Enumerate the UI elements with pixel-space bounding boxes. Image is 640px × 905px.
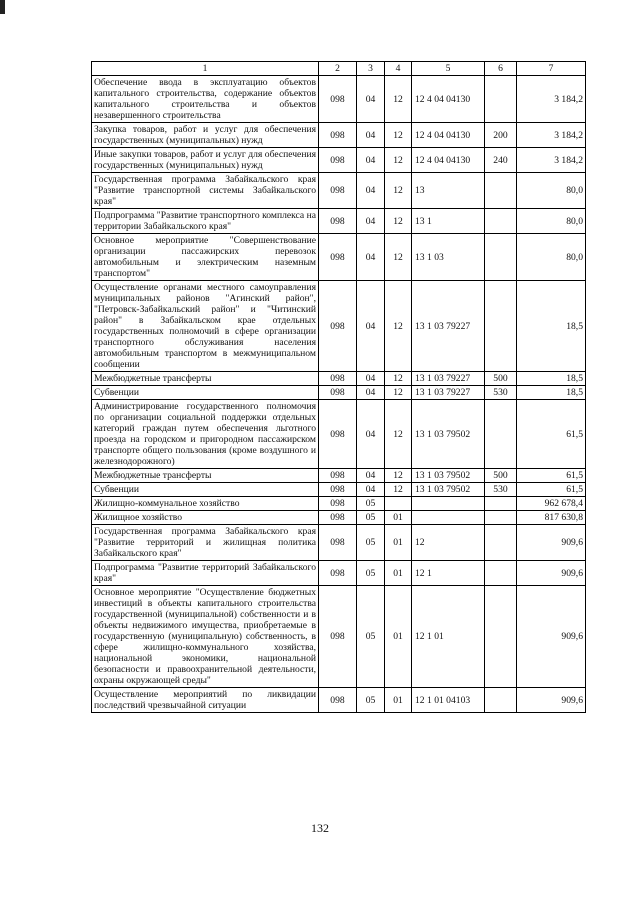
section-code-cell: 04 bbox=[357, 173, 385, 209]
amount-cell: 18,5 bbox=[517, 372, 586, 386]
table-row bbox=[92, 234, 586, 281]
row-name-cell: Закупка товаров, работ и услуг для обеспечения государственных (муниципальных) нужд bbox=[92, 123, 319, 148]
scan-edge-mark bbox=[0, 0, 5, 14]
row-name-cell: Иные закупки товаров, работ и услуг для обеспечения государственных (муниципальных) нужд bbox=[92, 148, 319, 173]
table-header-row bbox=[92, 62, 586, 76]
expense-type-cell bbox=[485, 209, 517, 234]
section-code-cell: 05 bbox=[357, 525, 385, 561]
ministry-code-cell: 098 bbox=[319, 209, 357, 234]
row-name-cell: Субвенции bbox=[92, 386, 319, 400]
target-article-cell: 12 bbox=[412, 525, 485, 561]
amount-cell: 817 630,8 bbox=[517, 511, 586, 525]
section-code-cell: 04 bbox=[357, 234, 385, 281]
row-name-cell: Подпрограмма "Развитие транспортного комплекса на территории Забайкальского края" bbox=[92, 209, 319, 234]
amount-cell: 3 184,2 bbox=[517, 76, 586, 123]
expense-type-cell: 500 bbox=[485, 469, 517, 483]
ministry-code-cell: 098 bbox=[319, 76, 357, 123]
expense-type-cell bbox=[485, 561, 517, 586]
subsection-code-cell: 12 bbox=[385, 469, 412, 483]
amount-cell: 18,5 bbox=[517, 386, 586, 400]
target-article-cell: 12 4 04 04130 bbox=[412, 76, 485, 123]
amount-cell: 61,5 bbox=[517, 400, 586, 469]
header-cell-5: 5 bbox=[412, 62, 485, 76]
table-row bbox=[92, 281, 586, 372]
table-row bbox=[92, 386, 586, 400]
section-code-cell: 04 bbox=[357, 148, 385, 173]
table-row bbox=[92, 497, 586, 511]
ministry-code-cell: 098 bbox=[319, 586, 357, 688]
expense-type-cell bbox=[485, 586, 517, 688]
amount-cell: 80,0 bbox=[517, 234, 586, 281]
subsection-code-cell: 12 bbox=[385, 76, 412, 123]
section-code-cell: 05 bbox=[357, 586, 385, 688]
subsection-code-cell: 01 bbox=[385, 525, 412, 561]
amount-cell: 80,0 bbox=[517, 209, 586, 234]
table-row bbox=[92, 511, 586, 525]
section-code-cell: 04 bbox=[357, 209, 385, 234]
target-article-cell: 13 1 03 79502 bbox=[412, 483, 485, 497]
expense-type-cell: 500 bbox=[485, 372, 517, 386]
amount-cell: 3 184,2 bbox=[517, 148, 586, 173]
header-cell-2: 2 bbox=[319, 62, 357, 76]
row-name-cell: Основное мероприятие "Совершенствование организации пассажирских перевозок автомобильным и электрическим наземным транспортом" bbox=[92, 234, 319, 281]
target-article-cell: 12 4 04 04130 bbox=[412, 148, 485, 173]
subsection-code-cell: 12 bbox=[385, 123, 412, 148]
expense-type-cell: 200 bbox=[485, 123, 517, 148]
row-name-cell: Жилищно-коммунальное хозяйство bbox=[92, 497, 319, 511]
expense-type-cell bbox=[485, 76, 517, 123]
ministry-code-cell: 098 bbox=[319, 234, 357, 281]
expense-type-cell: 240 bbox=[485, 148, 517, 173]
amount-cell: 61,5 bbox=[517, 483, 586, 497]
ministry-code-cell: 098 bbox=[319, 386, 357, 400]
table-row bbox=[92, 123, 586, 148]
ministry-code-cell: 098 bbox=[319, 483, 357, 497]
section-code-cell: 05 bbox=[357, 497, 385, 511]
section-code-cell: 05 bbox=[357, 688, 385, 713]
amount-cell: 80,0 bbox=[517, 173, 586, 209]
subsection-code-cell: 12 bbox=[385, 372, 412, 386]
table-row bbox=[92, 586, 586, 688]
section-code-cell: 04 bbox=[357, 469, 385, 483]
section-code-cell: 04 bbox=[357, 400, 385, 469]
expense-type-cell bbox=[485, 688, 517, 713]
target-article-cell bbox=[412, 511, 485, 525]
row-name-cell: Администрирование государственного полномочия по организации социальной поддержки отдельных категорий граждан путем обеспечения льготного проезда на городском и пригородном пассажирском транспорте общего пользования (кроме воздушного и железнодорожного) bbox=[92, 400, 319, 469]
section-code-cell: 05 bbox=[357, 561, 385, 586]
amount-cell: 18,5 bbox=[517, 281, 586, 372]
expense-type-cell bbox=[485, 281, 517, 372]
row-name-cell: Субвенции bbox=[92, 483, 319, 497]
target-article-cell: 13 1 03 79227 bbox=[412, 372, 485, 386]
amount-cell: 909,6 bbox=[517, 561, 586, 586]
ministry-code-cell: 098 bbox=[319, 372, 357, 386]
row-name-cell: Государственная программа Забайкальского края "Развитие территорий и жилищная политика Забайкальского края" bbox=[92, 525, 319, 561]
expense-type-cell: 530 bbox=[485, 483, 517, 497]
row-name-cell: Жилищное хозяйство bbox=[92, 511, 319, 525]
ministry-code-cell: 098 bbox=[319, 561, 357, 586]
target-article-cell: 13 1 03 79502 bbox=[412, 469, 485, 483]
table-row bbox=[92, 469, 586, 483]
page-number: 132 bbox=[311, 821, 329, 835]
subsection-code-cell: 12 bbox=[385, 209, 412, 234]
target-article-cell: 12 1 01 04103 bbox=[412, 688, 485, 713]
section-code-cell: 04 bbox=[357, 386, 385, 400]
row-name-cell: Межбюджетные трансферты bbox=[92, 372, 319, 386]
section-code-cell: 04 bbox=[357, 483, 385, 497]
row-name-cell: Государственная программа Забайкальского края "Развитие транспортной системы Забайкальского края" bbox=[92, 173, 319, 209]
target-article-cell: 12 1 bbox=[412, 561, 485, 586]
expense-type-cell bbox=[485, 400, 517, 469]
table-row bbox=[92, 525, 586, 561]
header-cell-1: 1 bbox=[92, 62, 319, 76]
target-article-cell: 13 bbox=[412, 173, 485, 209]
row-name-cell: Подпрограмма "Развитие территорий Забайкальского края" bbox=[92, 561, 319, 586]
header-cell-4: 4 bbox=[385, 62, 412, 76]
amount-cell: 3 184,2 bbox=[517, 123, 586, 148]
ministry-code-cell: 098 bbox=[319, 688, 357, 713]
amount-cell: 909,6 bbox=[517, 525, 586, 561]
subsection-code-cell: 12 bbox=[385, 148, 412, 173]
expense-type-cell bbox=[485, 525, 517, 561]
table-row bbox=[92, 148, 586, 173]
expense-type-cell bbox=[485, 234, 517, 281]
amount-cell: 909,6 bbox=[517, 586, 586, 688]
table-row bbox=[92, 76, 586, 123]
budget-table bbox=[91, 61, 586, 713]
ministry-code-cell: 098 bbox=[319, 469, 357, 483]
subsection-code-cell: 01 bbox=[385, 561, 412, 586]
expense-type-cell: 530 bbox=[485, 386, 517, 400]
target-article-cell: 13 1 03 79227 bbox=[412, 281, 485, 372]
section-code-cell: 04 bbox=[357, 281, 385, 372]
header-cell-6: 6 bbox=[485, 62, 517, 76]
expense-type-cell bbox=[485, 497, 517, 511]
header-cell-7: 7 bbox=[517, 62, 586, 76]
table-row bbox=[92, 483, 586, 497]
ministry-code-cell: 098 bbox=[319, 123, 357, 148]
subsection-code-cell: 01 bbox=[385, 511, 412, 525]
section-code-cell: 04 bbox=[357, 372, 385, 386]
row-name-cell: Осуществление мероприятий по ликвидации последствий чрезвычайной ситуации bbox=[92, 688, 319, 713]
table-row bbox=[92, 400, 586, 469]
header-cell-3: 3 bbox=[357, 62, 385, 76]
subsection-code-cell bbox=[385, 497, 412, 511]
table-row bbox=[92, 372, 586, 386]
amount-cell: 61,5 bbox=[517, 469, 586, 483]
table-row bbox=[92, 209, 586, 234]
ministry-code-cell: 098 bbox=[319, 173, 357, 209]
ministry-code-cell: 098 bbox=[319, 497, 357, 511]
amount-cell: 909,6 bbox=[517, 688, 586, 713]
amount-cell: 962 678,4 bbox=[517, 497, 586, 511]
ministry-code-cell: 098 bbox=[319, 525, 357, 561]
row-name-cell: Обеспечение ввода в эксплуатацию объектов капитального строительства, содержание объектов капитального строительства и объектов незавершенного строительства bbox=[92, 76, 319, 123]
ministry-code-cell: 098 bbox=[319, 148, 357, 173]
subsection-code-cell: 12 bbox=[385, 173, 412, 209]
target-article-cell bbox=[412, 497, 485, 511]
target-article-cell: 12 1 01 bbox=[412, 586, 485, 688]
ministry-code-cell: 098 bbox=[319, 511, 357, 525]
target-article-cell: 13 1 03 79227 bbox=[412, 386, 485, 400]
target-article-cell: 13 1 03 79502 bbox=[412, 400, 485, 469]
expense-type-cell bbox=[485, 173, 517, 209]
target-article-cell: 13 1 03 bbox=[412, 234, 485, 281]
section-code-cell: 04 bbox=[357, 76, 385, 123]
subsection-code-cell: 12 bbox=[385, 400, 412, 469]
table-body bbox=[92, 76, 586, 713]
row-name-cell: Основное мероприятие "Осуществление бюджетных инвестиций в объекты капитального строительства государственной (муниципальной) собственности и в объекты недвижимого имущества, приобретаемые в государственную (муниципальную) собственность, в сфере жилищно-коммунального хозяйства, национальной экономики, национальной безопасности и правоохранительной деятельности, охраны окружающей среды" bbox=[92, 586, 319, 688]
table-row bbox=[92, 173, 586, 209]
row-name-cell: Межбюджетные трансферты bbox=[92, 469, 319, 483]
row-name-cell: Осуществление органами местного самоуправления муниципальных районов "Агинский район", "Петровск-Забайкальский район" и "Читинский район" в Забайкальском крае отдельных государственных полномочий в сфере организации транспортного обслуживания населения автомобильным транспортом в межмуниципальном сообщении bbox=[92, 281, 319, 372]
section-code-cell: 05 bbox=[357, 511, 385, 525]
section-code-cell: 04 bbox=[357, 123, 385, 148]
target-article-cell: 12 4 04 04130 bbox=[412, 123, 485, 148]
subsection-code-cell: 12 bbox=[385, 483, 412, 497]
target-article-cell: 13 1 bbox=[412, 209, 485, 234]
subsection-code-cell: 01 bbox=[385, 586, 412, 688]
subsection-code-cell: 12 bbox=[385, 386, 412, 400]
subsection-code-cell: 01 bbox=[385, 688, 412, 713]
ministry-code-cell: 098 bbox=[319, 400, 357, 469]
subsection-code-cell: 12 bbox=[385, 281, 412, 372]
table-row bbox=[92, 561, 586, 586]
table-row bbox=[92, 688, 586, 713]
expense-type-cell bbox=[485, 511, 517, 525]
subsection-code-cell: 12 bbox=[385, 234, 412, 281]
ministry-code-cell: 098 bbox=[319, 281, 357, 372]
